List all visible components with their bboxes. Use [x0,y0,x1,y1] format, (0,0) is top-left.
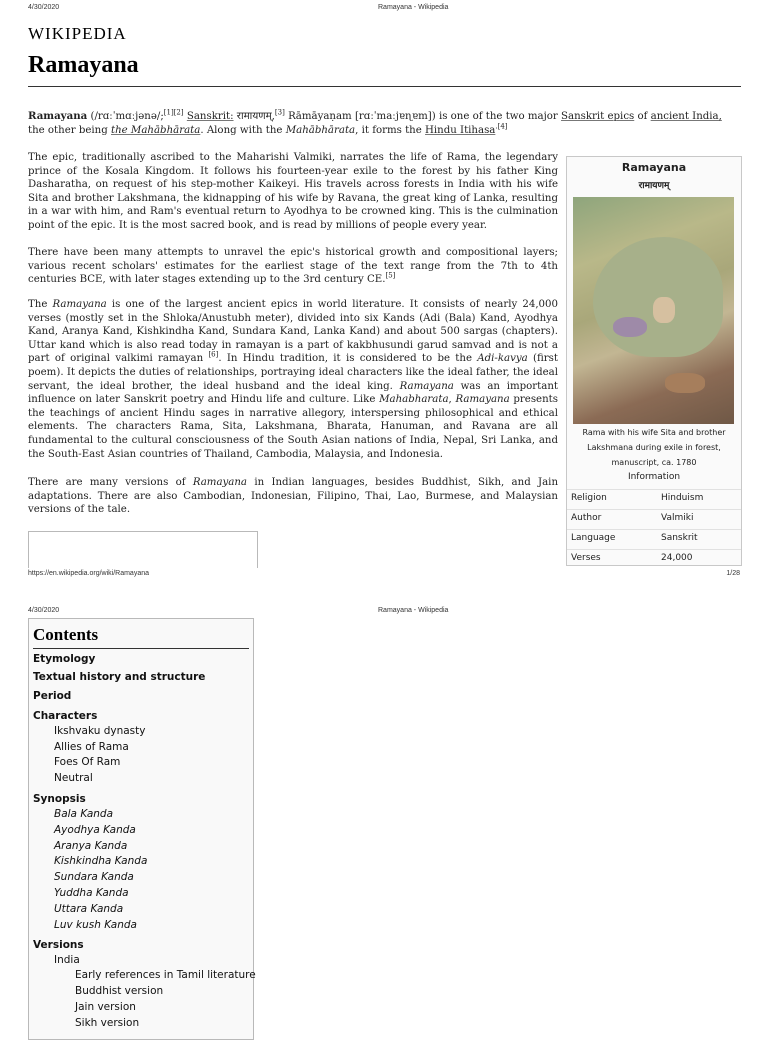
toc-item-kishkindha-kanda[interactable]: Kishkindha Kanda [54,855,148,867]
infobox-value[interactable]: Valmiki [661,513,694,523]
paragraph-text: The [28,299,53,310]
paragraph-text: Adi-kavya [477,353,528,365]
print-title: Ramayana - Wikipedia [378,607,449,614]
infobox-row [567,509,741,529]
toc-item-ayodhya-kanda[interactable]: Ayodhya Kanda [54,824,136,836]
infobox-subtitle: रामायणम् [638,181,670,191]
toc-item-uttara-kanda[interactable]: Uttara Kanda [54,903,124,915]
body-paragraph-epic: The epic, traditionally ascribed to the Maharishi Valmiki, narrates the life of Rama, the legendary prince of the Kosala Kingdom. It follows his fourteen-year exile to the forest by his father King Dasharatha, on request of his step-mother Kaikeyi. His travels across forests in India with his wife Sita and brother Lakshmana, the kidnapping of his wife by Ravana, the great king of Lanka, resulting in a war with him, and Ram's eventual return to Ayodhya to be crowned king. This is the culmination point of the epic. It is the most sacred book, and is read by millions of people every year. [28,152,558,231]
toc-item-allies[interactable]: Allies of Rama [54,741,129,753]
print-url: https://en.wikipedia.org/wiki/Ramayana [28,570,150,577]
print-page-number: 1/28 [726,570,740,577]
toc-item-sundara-kanda[interactable]: Sundara Kanda [54,871,134,883]
paragraph-text: is one of the largest ancient epics in world literature. It consists of nearly 24,000 verses (mostly set in the Shloka/Anustubh meter), divided into six Kands (Adi (Bala) Kand, Ayodhya Kand, Aranya Kand, Kishkindha Kand, Sundara Kand, Lanka Kand) and about 500 sargas (chapters). Uttar kand which is also read today in ramayan is a part of kakbhusundi garud samvad and is not a part of original valkimi ramayan [28,299,559,365]
print-date: 4/30/2020 [28,4,60,11]
toc-item-jain-version[interactable]: Jain version [75,1001,136,1013]
toc-item-synopsis[interactable]: Synopsis [33,793,86,805]
paragraph-text: Ramayana [455,394,510,406]
lead-text: Mahābhārata [285,124,356,136]
toc-item-buddhist-version[interactable]: Buddhist version [75,985,164,997]
infobox-row [567,529,741,549]
toc-item-textual-history[interactable]: Textual history and structure [33,671,206,683]
table-of-contents [28,618,254,1040]
paragraph-text: was an important influence on later Sanskrit poetry and Hindu life and culture. Like [28,380,559,406]
sanskrit-epics-link[interactable]: Sanskrit epics [561,111,635,122]
infobox-section-header: Information [627,472,681,482]
sanskrit-link[interactable]: Sanskrit: [186,111,234,122]
infobox-image[interactable] [573,197,734,424]
body-paragraph-versions [28,476,558,517]
devanagari-name: रामायणम्, [236,111,275,122]
citation-4[interactable]: .[4] [495,122,508,131]
mahabharata-link[interactable]: the Mahābhārata [111,124,201,136]
lead-text: of [637,111,648,122]
infobox-key: Language [571,533,616,543]
toc-item-neutral[interactable]: Neutral [54,772,93,784]
title-divider [28,86,741,87]
lead-pronunciation[interactable]: (/rɑːˈmɑːjənə/; [90,111,164,122]
infobox-value: 24,000 [661,553,693,563]
lead-text: , it forms the [355,124,422,136]
paragraph-text: Mahabharata [379,394,449,406]
toc-item-aranya-kanda[interactable]: Aranya Kanda [54,840,128,852]
paragraph-text: in Indian languages, besides Buddhist, Sikh, and Jain adaptations. There are also Cambodian, Indonesian, Filipino, Thai, Lao, Burmese, and Malaysian versions of the tale. [28,477,559,516]
body-paragraph-structure [28,298,558,461]
lead-text: the other being [28,124,108,136]
toc-item-sikh-version[interactable]: Sikh version [75,1017,140,1029]
paragraph-text: Ramayana [52,299,107,310]
infobox-value[interactable]: Sanskrit [661,533,698,543]
infobox-row [567,549,741,569]
paragraph-text: Ramayana [192,477,248,488]
infobox [566,156,742,566]
citation-6[interactable]: [6] [208,350,219,359]
paragraph-text: There are many versions of [28,477,193,488]
body-paragraph-history [28,246,558,287]
painting-figure [665,373,705,393]
paragraph-text: There have been many attempts to unravel the epic's historical growth and compositional layers; various recent scholars' estimates for the earliest stage of the text range from the 7th to 4th centuries BCE, with later stages extending up to the 3rd century CE. [28,247,558,286]
citation-3[interactable]: [3] [274,108,285,117]
toc-item-period[interactable]: Period [33,690,72,702]
lead-name: Ramayana [28,110,88,122]
lead-text: ) is one of the two major [431,111,558,122]
toc-item-foes[interactable]: Foes Of Ram [54,756,121,768]
infobox-caption: Rama with his wife Sita and brother Lakshmana during exile in forest, manuscript, ca. 1780 [582,428,726,467]
toc-item-ikshvaku[interactable]: Ikshvaku dynasty [54,725,146,737]
toc-divider [33,648,249,649]
painting-figure [613,317,647,337]
toc-item-bala-kanda[interactable]: Bala Kanda [54,808,114,820]
infobox-key: Religion [571,493,607,503]
infobox-title: Ramayana [621,161,687,174]
paragraph-text: (first poem). It depicts the duties of relationships, portraying ideal characters like the ideal father, the ideal servant, the ideal brother, the ideal husband and the ideal king. [28,353,558,392]
print-title: Ramayana - Wikipedia [378,4,449,11]
translit-name: Rāmāyaṇam [288,111,352,122]
infobox-rows [567,489,741,569]
toc-item-india[interactable]: India [54,954,80,966]
toc-item-etymology[interactable]: Etymology [33,653,96,665]
toc-item-characters[interactable]: Characters [33,710,98,722]
painting-figure [653,297,675,323]
toc-item-versions[interactable]: Versions [33,939,84,951]
paragraph-text: . In Hindu tradition, it is considered to be the [218,353,478,365]
citation-1[interactable]: [1][2] [163,108,184,117]
paragraph-text: presents the teachings of ancient Hindu sages in narrative allegory, interspersing philosophical and ethical elements. The characters Rama, Sita, Lakshmana, Bharata, Hanuman, and Ravana are all fundamental to the cultural consciousness of the South Asian nations of India, Nepal, Sri Lanka, and the South-East Asian countries of Thailand, Cambodia, Malaysia, and Indonesia. [28,394,558,460]
paragraph-text: , [448,394,456,406]
infobox-value[interactable]: Hinduism [661,493,704,503]
wikipedia-logo[interactable]: WIKIPEDIA [28,24,127,43]
toc-item-yuddha-kanda[interactable]: Yuddha Kanda [54,887,129,899]
toc-title: Contents [33,625,99,644]
infobox-key: Author [571,513,602,523]
infobox-row [567,489,741,509]
print-date: 4/30/2020 [28,607,60,614]
toc-item-luv-kush-kanda[interactable]: Luv kush Kanda [54,919,137,931]
ancient-india-link[interactable]: ancient India, [650,111,722,122]
paragraph-text: Ramayana [399,380,454,392]
infobox-key: Verses [571,553,601,563]
lead-paragraph [28,110,741,137]
lead-text: . Along with the [200,124,283,136]
page-title: Ramayana [28,52,139,78]
citation-5[interactable]: [5] [385,271,396,280]
toc-box-top [28,531,258,568]
toc-item-tamil-literature[interactable]: Early references in Tamil literature [75,969,256,981]
itihasa-link[interactable]: Hindu Itihasa [425,124,496,136]
ipa-pronunciation[interactable]: [rɑːˈmaːjɐɳɐm] [354,111,432,122]
